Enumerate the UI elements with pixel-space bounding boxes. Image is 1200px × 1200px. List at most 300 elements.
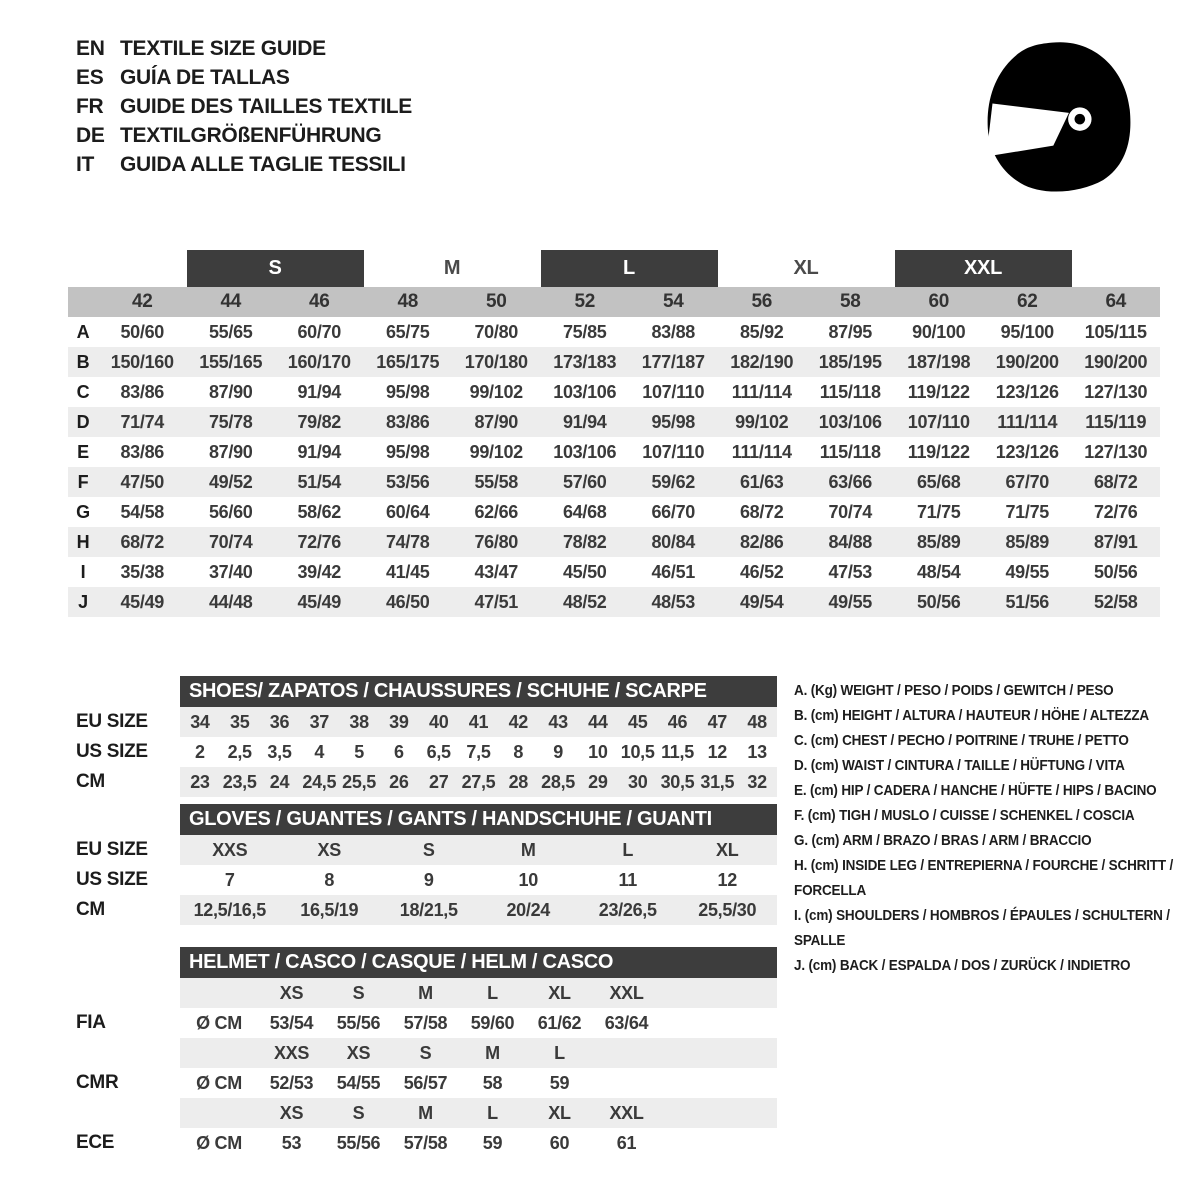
measurement-value: 82/86	[739, 532, 784, 552]
numeric-size: 64	[1105, 291, 1127, 312]
unit-placeholder	[180, 1038, 258, 1068]
helmet-size: L	[487, 983, 498, 1003]
diameter-unit: Ø CM	[196, 1133, 242, 1153]
size-value: 2,5	[227, 742, 252, 762]
size-value: 24,5	[302, 772, 337, 792]
helmet-size: XXL	[609, 1103, 644, 1123]
size-row-eu-size	[68, 835, 780, 865]
row-cells	[180, 767, 777, 797]
numeric-size: 56	[751, 291, 773, 312]
measurement-value: 83/86	[120, 442, 165, 462]
measurement-value: 35/38	[120, 562, 165, 582]
language-code: ES	[76, 65, 104, 89]
helmet-rows	[68, 978, 780, 1158]
helmet-size: XL	[548, 983, 571, 1003]
legend-item: F. (cm) TIGH / MUSLO / CUISSE / SCHENKEL / COSCIA	[794, 807, 1135, 824]
measurement-value: 51/54	[297, 472, 342, 492]
size-value: 39	[389, 712, 409, 732]
size-value: 12,5/16,5	[193, 900, 266, 920]
measurement-value: 123/126	[995, 442, 1059, 462]
numeric-size: 42	[131, 291, 153, 312]
unit-placeholder	[180, 978, 258, 1008]
measurement-value: 111/114	[731, 442, 792, 462]
row-cells	[180, 895, 777, 925]
measurement-value: 107/110	[642, 442, 705, 462]
numeric-size: 46	[308, 291, 330, 312]
size-value: 10	[588, 742, 608, 762]
size-value: 6	[394, 742, 404, 762]
size-row-us-size	[68, 737, 780, 767]
helmet-size: S	[352, 1103, 365, 1123]
measurement-value: 165/175	[376, 352, 440, 372]
measurement-value: 72/76	[1093, 502, 1138, 522]
row-letter: B	[76, 352, 90, 372]
row-cells	[180, 737, 777, 767]
measurement-value: 111/114	[997, 412, 1058, 432]
measurement-value: 76/80	[474, 532, 519, 552]
size-value: 27,5	[461, 772, 496, 792]
language-code: EN	[76, 36, 105, 60]
size-value: 44	[588, 712, 608, 732]
size-value: 27	[428, 772, 449, 792]
measurement-value: 84/88	[828, 532, 873, 552]
legend-item: G. (cm) ARM / BRAZO / BRAS / ARM / BRACCIO	[794, 832, 1092, 849]
measurement-legend	[794, 678, 1195, 978]
size-value: 8	[513, 742, 524, 762]
language-row	[76, 63, 412, 92]
row-letter: I	[80, 562, 86, 582]
size-value: 40	[428, 712, 449, 732]
measurement-value: 49/55	[1005, 562, 1050, 582]
row-label	[68, 1098, 180, 1128]
measurement-row-c	[68, 377, 1160, 407]
helmet-table	[68, 947, 780, 1158]
measurement-value: 68/72	[739, 502, 784, 522]
measurement-value: 105/115	[1084, 322, 1147, 342]
measurement-value: 187/198	[907, 352, 971, 372]
size-value: 42	[508, 712, 528, 732]
gloves-rows	[68, 835, 780, 925]
row-letter: H	[76, 532, 90, 552]
size-value: 12	[717, 870, 737, 890]
size-value: 23,5	[222, 772, 257, 792]
measurement-value: 50/56	[1093, 562, 1138, 582]
measurement-value: 127/130	[1084, 382, 1148, 402]
measurement-value: 99/102	[735, 412, 789, 432]
size-group-row	[68, 250, 1160, 287]
row-letter: D	[76, 412, 90, 432]
measurement-value: 85/89	[1005, 532, 1050, 552]
language-title: GUÍA DE TALLAS	[120, 65, 290, 89]
measurement-value: 103/106	[553, 382, 617, 402]
gloves-header: GLOVES / GUANTES / GANTS / HANDSCHUHE / GUANTI	[180, 804, 777, 835]
size-row-us-size	[68, 865, 780, 895]
size-value: 7,5	[466, 742, 491, 762]
measurement-value: 83/86	[385, 412, 430, 432]
measurement-value: 67/70	[1005, 472, 1050, 492]
measurement-value: 72/76	[297, 532, 342, 552]
helmet-size: XS	[279, 1103, 304, 1123]
size-value: 25,5	[342, 772, 376, 792]
size-value: 13	[747, 742, 767, 762]
measurement-value: 99/102	[469, 442, 523, 462]
size-row-eu-size	[68, 707, 780, 737]
legend-item: E. (cm) HIP / CADERA / HANCHE / HÜFTE / HIPS / BACINO	[794, 782, 1157, 799]
size-value: 18/21,5	[399, 900, 458, 920]
measurement-value: 123/126	[995, 382, 1059, 402]
diameter-unit: Ø CM	[196, 1013, 242, 1033]
measurement-value: 43/47	[474, 562, 519, 582]
gloves-table	[68, 804, 780, 925]
language-row	[76, 121, 412, 150]
size-value: 30	[627, 772, 648, 792]
helmet-value: 59/60	[470, 1013, 515, 1033]
legend-item: J. (cm) BACK / ESPALDA / DOS / ZURÜCK / INDIETRO	[794, 957, 1131, 974]
measurement-row-d	[68, 407, 1160, 437]
helmet-value: 63/64	[604, 1013, 649, 1033]
size-group-s: S	[187, 250, 364, 287]
measurement-value: 65/68	[916, 472, 961, 492]
measurement-value: 78/82	[562, 532, 607, 552]
measurement-value: 46/50	[385, 592, 430, 612]
size-value: 9	[423, 870, 434, 890]
legend-item: C. (cm) CHEST / PECHO / POITRINE / TRUHE / PETTO	[794, 732, 1129, 749]
row-letter: C	[76, 382, 90, 402]
helmet-value	[593, 1068, 660, 1098]
size-value: 25,5/30	[698, 900, 757, 920]
measurement-value: 119/122	[907, 442, 970, 462]
size-value: L	[622, 840, 634, 860]
measurement-value: 71/75	[916, 502, 961, 522]
numeric-size: 54	[662, 291, 684, 312]
measurement-value: 55/65	[208, 322, 253, 342]
measurement-value: 44/48	[208, 592, 253, 612]
measurement-value: 107/110	[907, 412, 970, 432]
helmet-sizes-row-ece	[68, 1098, 780, 1128]
helmet-value: 52/53	[269, 1073, 314, 1093]
size-value: 11	[618, 870, 637, 890]
measurement-value: 173/183	[553, 352, 617, 372]
measurement-value: 91/94	[297, 442, 342, 462]
measurement-value: 49/55	[828, 592, 873, 612]
measurement-value: 49/52	[208, 472, 253, 492]
size-value: XS	[317, 840, 341, 860]
measurement-value: 62/66	[474, 502, 519, 522]
row-letter: E	[77, 442, 89, 462]
row-label: EU SIZE	[76, 711, 148, 732]
size-value: 41	[468, 712, 489, 732]
measurement-value: 119/122	[907, 382, 970, 402]
row-label: US SIZE	[76, 869, 148, 890]
measurement-value: 45/49	[120, 592, 165, 612]
measurement-value: 60/64	[385, 502, 430, 522]
size-value: 28,5	[541, 772, 575, 792]
unit-placeholder	[180, 1098, 258, 1128]
size-value: 10,5	[620, 742, 655, 762]
helmet-sizes-row-cmr	[68, 1038, 780, 1068]
racing-helmet-icon	[980, 33, 1136, 199]
helmet-values-row-ece	[68, 1128, 780, 1158]
row-label: EU SIZE	[76, 839, 148, 860]
size-value: 32	[747, 772, 767, 792]
legend-item: D. (cm) WAIST / CINTURA / TAILLE / HÜFTUNG / VITA	[794, 757, 1125, 774]
helmet-value: 55/56	[336, 1013, 381, 1033]
measurement-value: 99/102	[469, 382, 523, 402]
helmet-value: 59	[482, 1133, 503, 1153]
row-cells	[180, 1068, 777, 1098]
measurement-value: 190/200	[995, 352, 1059, 372]
measurement-value: 80/84	[651, 532, 696, 552]
size-value: 12	[707, 742, 727, 762]
measurement-value: 51/56	[1005, 592, 1050, 612]
row-letter: J	[78, 592, 88, 612]
row-label	[68, 1038, 180, 1068]
helmet-size: M	[418, 983, 433, 1003]
size-group-l: L	[541, 250, 718, 287]
measurement-value: 87/90	[474, 412, 519, 432]
measurement-value: 64/68	[562, 502, 607, 522]
helmet-size: XXL	[609, 983, 644, 1003]
measurement-value: 75/78	[208, 412, 253, 432]
size-value: 3,5	[267, 742, 292, 762]
size-value: 24	[269, 772, 290, 792]
numeric-size: 58	[839, 291, 861, 312]
size-value: 23	[190, 772, 210, 792]
measurement-value: 68/72	[1093, 472, 1138, 492]
helmet-size: L	[487, 1103, 498, 1123]
size-value: S	[422, 840, 435, 860]
measurement-row-h	[68, 527, 1160, 557]
measurement-row-j	[68, 587, 1160, 617]
measurement-value: 37/40	[208, 562, 253, 582]
row-cells	[180, 978, 777, 1008]
measurement-value: 127/130	[1084, 442, 1148, 462]
measurement-row-a	[68, 317, 1160, 347]
numeric-size-row	[68, 287, 1160, 317]
measurement-value: 87/91	[1093, 532, 1138, 552]
textile-size-table	[68, 250, 1160, 617]
measurement-value: 45/49	[297, 592, 342, 612]
row-cells	[180, 1098, 777, 1128]
helmet-value: 60	[549, 1133, 570, 1153]
measurement-value: 45/50	[562, 562, 607, 582]
measurement-row-i	[68, 557, 1160, 587]
helmet-value: 57/58	[403, 1133, 448, 1153]
measurement-value: 50/60	[120, 322, 165, 342]
corner-cell	[68, 287, 98, 317]
language-title: TEXTILE SIZE GUIDE	[120, 36, 326, 60]
size-value: 8	[324, 870, 335, 890]
size-value: 9	[553, 742, 563, 762]
numeric-size: 62	[1016, 291, 1038, 312]
size-value: 28	[508, 772, 528, 792]
helmet-size	[593, 1038, 660, 1068]
measurement-value: 155/165	[199, 352, 263, 372]
measurement-value: 53/56	[385, 472, 430, 492]
helmet-value: 53	[281, 1133, 302, 1153]
helmet-header: HELMET / CASCO / CASQUE / HELM / CASCO	[180, 947, 777, 978]
measurement-value: 182/190	[730, 352, 794, 372]
size-group-m: M	[443, 257, 461, 279]
measurement-value: 115/118	[819, 442, 881, 462]
measurement-value: 190/200	[1084, 352, 1148, 372]
measurement-value: 65/75	[385, 322, 430, 342]
measurement-value: 83/88	[651, 322, 696, 342]
diameter-unit: Ø CM	[196, 1073, 242, 1093]
language-row	[76, 34, 412, 63]
measurement-value: 70/80	[474, 322, 519, 342]
measurement-value: 95/98	[651, 412, 696, 432]
measurement-value: 48/54	[916, 562, 961, 582]
helmet-value: 54/55	[336, 1073, 381, 1093]
row-cells	[180, 707, 777, 737]
numeric-size: 44	[220, 291, 242, 312]
size-value: 47	[707, 712, 727, 732]
measurement-value: 63/66	[828, 472, 873, 492]
shoes-rows	[68, 707, 780, 797]
helmet-value: 56/57	[403, 1073, 448, 1093]
measurement-value: 75/85	[562, 322, 607, 342]
helmet-values-row-fia	[68, 1008, 780, 1038]
measurement-value: 170/180	[464, 352, 528, 372]
numeric-size: 48	[397, 291, 419, 312]
helmet-size: L	[554, 1043, 565, 1063]
size-value: 23/26,5	[598, 900, 657, 920]
measurement-value: 61/63	[739, 472, 784, 492]
measurement-row-g	[68, 497, 1160, 527]
measurement-value: 47/50	[120, 472, 165, 492]
measurement-value: 103/106	[553, 442, 617, 462]
helmet-sizes-row-fia	[68, 978, 780, 1008]
measurement-value: 115/118	[819, 382, 881, 402]
legend-item: B. (cm) HEIGHT / ALTURA / HAUTEUR / HÖHE / ALTEZZA	[794, 707, 1149, 724]
helmet-size: XL	[548, 1103, 571, 1123]
measurement-value: 59/62	[651, 472, 696, 492]
legend-item: I. (cm) SHOULDERS / HOMBROS / ÉPAULES / SCHULTERN / SPALLE	[794, 907, 1170, 949]
measurement-row-b	[68, 347, 1160, 377]
size-row-cm	[68, 895, 780, 925]
language-code: FR	[76, 94, 104, 118]
measurement-value: 41/45	[385, 562, 430, 582]
measurement-value: 103/106	[818, 412, 882, 432]
measurement-value: 185/195	[818, 352, 882, 372]
measurement-value: 47/53	[828, 562, 873, 582]
numeric-size: 50	[485, 291, 507, 312]
measurement-value: 91/94	[297, 382, 342, 402]
measurement-value: 46/52	[739, 562, 784, 582]
size-group-xxl: XXL	[895, 250, 1072, 287]
measurement-value: 52/58	[1093, 592, 1138, 612]
size-value: 30,5	[660, 772, 695, 792]
row-cells	[180, 1128, 777, 1158]
size-value: 45	[627, 712, 648, 732]
row-cells	[180, 1038, 777, 1068]
language-code: IT	[76, 152, 95, 176]
measurement-value: 95/100	[1000, 322, 1054, 342]
legend-item: H. (cm) INSIDE LEG / ENTREPIERNA / FOURCHE / SCHRITT / FORCELLA	[794, 857, 1174, 899]
measurement-value: 111/114	[731, 382, 792, 402]
size-value: 38	[349, 712, 369, 732]
standard-label: CMR	[76, 1072, 119, 1093]
size-value: 35	[229, 712, 250, 732]
row-cells	[180, 835, 777, 865]
size-value: 11,5	[661, 742, 694, 762]
measurement-value: 87/95	[828, 322, 873, 342]
row-letter: G	[76, 502, 90, 522]
size-row-cm	[68, 767, 780, 797]
size-value: 36	[269, 712, 290, 732]
row-label: CM	[76, 899, 105, 920]
measurement-value: 48/53	[651, 592, 696, 612]
measurement-value: 85/89	[916, 532, 961, 552]
standard-label: ECE	[76, 1132, 115, 1153]
measurement-value: 95/98	[385, 382, 430, 402]
measurement-value: 70/74	[208, 532, 253, 552]
size-value: 34	[190, 712, 210, 732]
measurement-value: 150/160	[110, 352, 174, 372]
measurement-value: 46/51	[651, 562, 696, 582]
row-letter: A	[76, 322, 90, 342]
size-value: 43	[548, 712, 568, 732]
measurement-value: 39/42	[297, 562, 342, 582]
measurement-value: 47/51	[474, 592, 519, 612]
measurement-value: 85/92	[739, 322, 784, 342]
language-row	[76, 150, 412, 179]
helmet-size: S	[419, 1043, 432, 1063]
size-value: 4	[314, 742, 325, 762]
measurement-value: 66/70	[651, 502, 696, 522]
helmet-size: XXS	[273, 1043, 310, 1063]
standard-label: FIA	[76, 1012, 106, 1033]
measurement-value: 56/60	[208, 502, 253, 522]
language-code: DE	[76, 123, 105, 147]
size-value: 26	[389, 772, 409, 792]
measurement-value: 48/52	[562, 592, 607, 612]
measurement-value: 90/100	[912, 322, 966, 342]
helmet-value: 55/56	[336, 1133, 381, 1153]
language-title: TEXTILGRÖßENFÜHRUNG	[120, 123, 382, 147]
size-value: 6,5	[426, 742, 451, 762]
helmet-value: 59	[549, 1073, 570, 1093]
size-value: M	[520, 840, 536, 860]
size-value: 37	[309, 712, 329, 732]
row-label	[68, 978, 180, 1008]
measurement-value: 50/56	[916, 592, 961, 612]
size-value: 20/24	[506, 900, 551, 920]
measurement-value: 60/70	[297, 322, 342, 342]
measurement-row-e	[68, 437, 1160, 467]
measurement-value: 49/54	[739, 592, 784, 612]
row-letter: F	[77, 472, 89, 492]
measurement-value: 95/98	[385, 442, 430, 462]
language-title: GUIDA ALLE TAGLIE TESSILI	[120, 152, 406, 176]
language-row	[76, 92, 412, 121]
size-value: 5	[354, 742, 364, 762]
shoes-header: SHOES/ ZAPATOS / CHAUSSURES / SCHUHE / SCARPE	[180, 676, 777, 707]
measurement-value: 54/58	[120, 502, 165, 522]
size-value: 16,5/19	[300, 900, 359, 920]
size-value: 7	[224, 870, 235, 890]
measurement-value: 177/187	[641, 352, 705, 372]
measurement-row-f	[68, 467, 1160, 497]
measurement-value: 58/62	[297, 502, 342, 522]
helmet-size: XS	[346, 1043, 371, 1063]
helmet-size: XS	[279, 983, 304, 1003]
size-value: 48	[747, 712, 767, 732]
size-group-xl: XL	[793, 257, 819, 279]
size-value: 31,5	[700, 772, 735, 792]
measurement-value: 79/82	[297, 412, 342, 432]
